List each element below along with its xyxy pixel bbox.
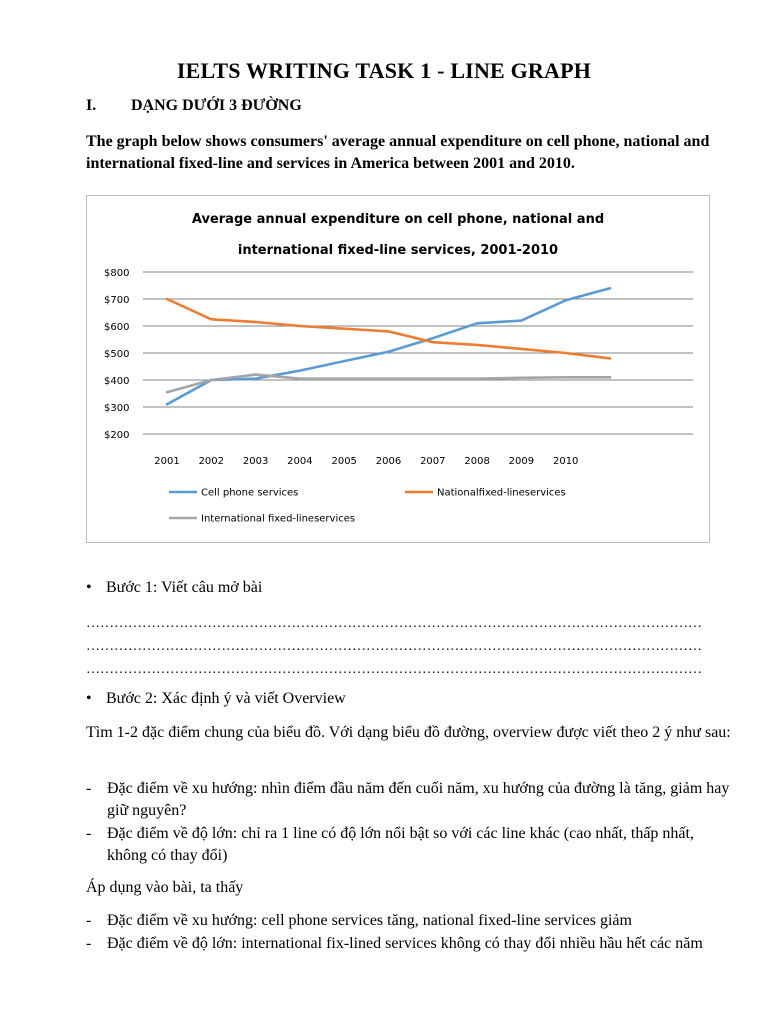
series-line-national: [167, 299, 610, 358]
bullet-icon: •: [86, 690, 92, 707]
list-item-text: Đặc điểm về xu hướng: cell phone services tăng, national fixed-line services giảm: [107, 912, 632, 929]
chart-gridlines: [143, 272, 693, 434]
dash-marker: -: [86, 935, 92, 952]
x-tick-label: 2001: [154, 456, 180, 467]
series-line-cell: [167, 288, 610, 404]
answer-line-2[interactable]: ……………………………………………………………………………………………………………………: [86, 639, 702, 654]
answer-line-1[interactable]: ……………………………………………………………………………………………………………………: [86, 616, 702, 631]
step-1-text: Bước 1: Viết câu mở bài: [106, 579, 263, 596]
chart-title-line-1: Average annual expenditure on cell phone, national and: [191, 212, 605, 227]
y-tick-label: $400: [104, 376, 130, 387]
dash-marker: -: [86, 912, 92, 929]
task-prompt: The graph below shows consumers' average annual expenditure on cell phone, national and international fixed-line and services in America between 2001 and 2010.: [86, 133, 710, 172]
chart-title-line-2: international fixed-line services, 2001-2010: [237, 243, 559, 258]
legend-label-national: Nationalfixed-lineservices: [437, 487, 566, 499]
legend-label-cell: Cell phone services: [201, 487, 299, 499]
x-tick-label: 2006: [375, 456, 402, 467]
x-tick-label: 2003: [242, 456, 269, 467]
list-item-text: Đặc điểm về độ lớn: chỉ ra 1 line có độ lớn nổi bật so với các line khác (cao nhất, thấp nhất, không có thay đổi): [107, 825, 694, 864]
answer-line-3[interactable]: ……………………………………………………………………………………………………………………: [86, 662, 702, 677]
line-chart: [86, 195, 710, 543]
list-item-trend: [86, 778, 736, 822]
paragraph-overview-intro: Tìm 1-2 đặc điểm chung của biểu đồ. Với dạng biểu đồ đường, overview được viết theo 2 ý như sau:: [86, 724, 731, 741]
document-title: IELTS WRITING TASK 1 - LINE GRAPH: [176, 58, 592, 83]
x-tick-label: 2007: [420, 456, 446, 467]
y-tick-label: $200: [104, 430, 130, 441]
chart-series: [167, 288, 610, 404]
list-item-magnitude: [86, 823, 736, 867]
chart-x-ticks: [154, 456, 578, 467]
x-tick-label: 2009: [508, 456, 535, 467]
x-tick-label: 2002: [198, 456, 225, 467]
section-heading: [86, 97, 302, 115]
x-tick-label: 2010: [552, 456, 579, 467]
x-tick-label: 2004: [287, 456, 313, 467]
list-item-text: Đặc điểm về xu hướng: nhìn điểm đầu năm đến cuối năm, xu hướng của đường là tăng, giảm hay giữ nguyên?: [107, 780, 730, 819]
x-tick-label: 2005: [331, 456, 357, 467]
chart-canvas: [87, 196, 709, 542]
section-number: I.: [86, 97, 97, 114]
list-item-magnitude-applied: [86, 933, 736, 955]
step-2-text: Bước 2: Xác định ý và viết Overview: [106, 690, 346, 707]
chart-legend: [169, 488, 566, 525]
dash-marker: -: [86, 825, 92, 842]
bullet-icon: •: [86, 579, 92, 596]
step-1: [86, 579, 262, 597]
y-tick-label: $700: [104, 295, 130, 306]
step-2: [86, 690, 346, 708]
series-line-international: [167, 375, 610, 393]
y-tick-label: $800: [104, 268, 130, 279]
x-tick-label: 2008: [464, 456, 490, 467]
dash-marker: -: [86, 780, 92, 797]
section-title: DẠNG DƯỚI 3 ĐƯỜNG: [131, 97, 302, 114]
y-tick-label: $500: [104, 349, 130, 360]
y-tick-label: $300: [104, 403, 130, 414]
list-item-trend-applied: [86, 910, 736, 932]
paragraph-apply: Áp dụng vào bài, ta thấy: [86, 879, 244, 896]
chart-y-ticks: [104, 268, 129, 441]
list-item-text: Đặc điểm về độ lớn: international fix-lined services không có thay đổi nhiều hầu hết các năm: [107, 935, 703, 952]
legend-label-international: International fixed-lineservices: [201, 513, 356, 525]
y-tick-label: $600: [104, 322, 130, 333]
